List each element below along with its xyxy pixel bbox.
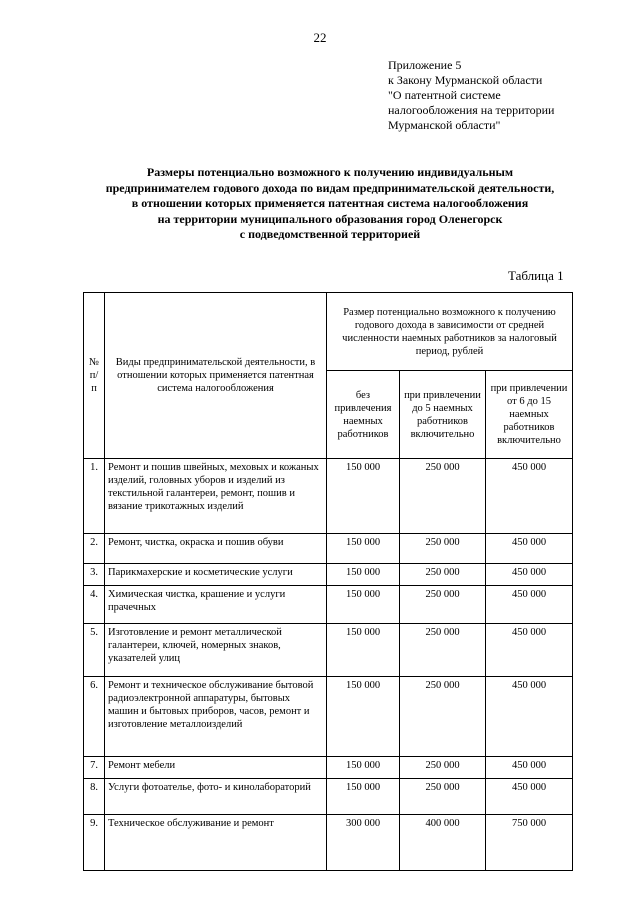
table-row bbox=[84, 586, 573, 624]
table-row bbox=[84, 815, 573, 871]
row-value-c: 450 000 bbox=[486, 757, 573, 779]
income-table bbox=[83, 292, 573, 871]
table-row bbox=[84, 677, 573, 757]
row-value-a: 150 000 bbox=[327, 624, 400, 677]
row-value-b: 250 000 bbox=[400, 779, 486, 815]
appendix-line: Приложение 5 bbox=[388, 58, 462, 72]
table-row bbox=[84, 564, 573, 586]
row-value-b: 250 000 bbox=[400, 564, 486, 586]
row-activity: Изготовление и ремонт металлической галантереи, ключей, номерных знаков, указателей улиц bbox=[105, 624, 327, 677]
row-value-a: 150 000 bbox=[327, 459, 400, 534]
row-number: 1. bbox=[84, 459, 105, 534]
title-line: предпринимателем годового дохода по видам предпринимательской деятельности, bbox=[105, 180, 555, 195]
header-income-sizes: Размер потенциально возможного к получению годового дохода в зависимости от средней численности наемных работников за налоговый период, рублей bbox=[327, 293, 573, 371]
row-value-c: 450 000 bbox=[486, 534, 573, 564]
table-row bbox=[84, 459, 573, 534]
row-value-c: 450 000 bbox=[486, 564, 573, 586]
header-no-employees: без привлечения наемных работников bbox=[327, 371, 400, 459]
row-value-c: 450 000 bbox=[486, 779, 573, 815]
row-value-a: 150 000 bbox=[327, 677, 400, 757]
title-line: в отношении которых применяется патентная система налогообложения bbox=[131, 196, 529, 210]
header-up-to-5-employees: при привлечении до 5 наемных работников включительно bbox=[400, 371, 486, 459]
row-value-a: 150 000 bbox=[327, 564, 400, 586]
header-activity-types: Виды предпринимательской деятельности, в отношении которых применяется патентная система налогообложения bbox=[105, 293, 327, 459]
title-line: Размеры потенциально возможного к получению индивидуальным bbox=[146, 165, 514, 179]
appendix-line: Мурманской области" bbox=[388, 118, 501, 132]
appendix-line: к Закону Мурманской области bbox=[388, 73, 543, 87]
table-row bbox=[84, 534, 573, 564]
row-value-a: 150 000 bbox=[327, 757, 400, 779]
header-6-to-15-employees: при привлечении от 6 до 15 наемных работников включительно bbox=[486, 371, 573, 459]
row-activity: Техническое обслуживание и ремонт bbox=[105, 815, 327, 871]
row-activity: Услуги фотоателье, фото- и кинолабораторий bbox=[105, 779, 327, 815]
row-number: 2. bbox=[84, 534, 105, 564]
row-value-b: 250 000 bbox=[400, 534, 486, 564]
row-value-b: 250 000 bbox=[400, 757, 486, 779]
row-number: 4. bbox=[84, 586, 105, 624]
row-value-b: 250 000 bbox=[400, 677, 486, 757]
title-line: на территории муниципального образования город Оленегорск bbox=[157, 211, 503, 226]
table-row bbox=[84, 624, 573, 677]
row-activity: Ремонт, чистка, окраска и пошив обуви bbox=[105, 534, 327, 564]
title-line: с подведомственной территорией bbox=[239, 227, 421, 241]
row-value-c: 750 000 bbox=[486, 815, 573, 871]
table-caption: Таблица 1 bbox=[508, 268, 564, 283]
row-value-c: 450 000 bbox=[486, 624, 573, 677]
page-number: 22 bbox=[313, 30, 327, 45]
row-activity: Ремонт и техническое обслуживание бытовой радиоэлектронной аппаратуры, бытовых машин и бытовых приборов, часов, ремонт и изготовление металлоизделий bbox=[105, 677, 327, 757]
row-number: 3. bbox=[84, 564, 105, 586]
row-number: 6. bbox=[84, 677, 105, 757]
row-number: 9. bbox=[84, 815, 105, 871]
header-number: № п/п bbox=[84, 293, 105, 459]
row-value-b: 400 000 bbox=[400, 815, 486, 871]
row-number: 8. bbox=[84, 779, 105, 815]
row-number: 7. bbox=[84, 757, 105, 779]
row-activity: Ремонт мебели bbox=[105, 757, 327, 779]
row-value-c: 450 000 bbox=[486, 586, 573, 624]
row-value-b: 250 000 bbox=[400, 624, 486, 677]
appendix-line: налогообложения на территории bbox=[388, 103, 555, 117]
row-value-c: 450 000 bbox=[486, 459, 573, 534]
row-value-a: 150 000 bbox=[327, 534, 400, 564]
appendix-line: "О патентной системе bbox=[388, 88, 501, 102]
row-value-a: 150 000 bbox=[327, 779, 400, 815]
document-title bbox=[50, 165, 610, 243]
row-value-c: 450 000 bbox=[486, 677, 573, 757]
table-row bbox=[84, 779, 573, 815]
table-row bbox=[84, 757, 573, 779]
row-activity: Ремонт и пошив швейных, меховых и кожаных изделий, головных уборов и изделий из текстильной галантереи, ремонт, пошив и вязание трикотажных изделий bbox=[105, 459, 327, 534]
row-number: 5. bbox=[84, 624, 105, 677]
row-activity: Химическая чистка, крашение и услуги прачечных bbox=[105, 586, 327, 624]
row-value-a: 300 000 bbox=[327, 815, 400, 871]
row-value-b: 250 000 bbox=[400, 459, 486, 534]
row-value-a: 150 000 bbox=[327, 586, 400, 624]
row-value-b: 250 000 bbox=[400, 586, 486, 624]
appendix-header bbox=[388, 58, 628, 133]
row-activity: Парикмахерские и косметические услуги bbox=[105, 564, 327, 586]
